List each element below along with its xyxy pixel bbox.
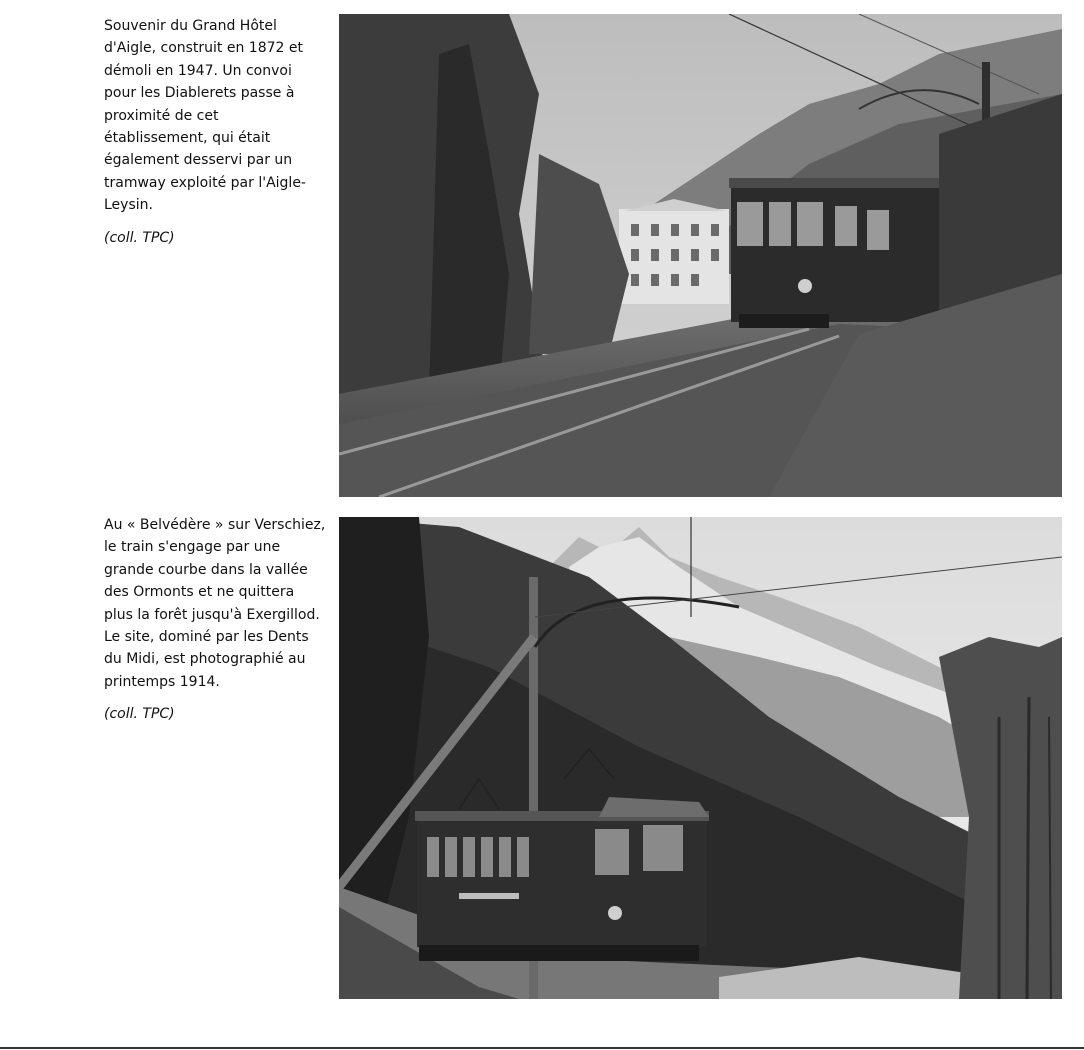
caption-block [104, 15, 326, 249]
caption-text: Souvenir du Grand Hôtel d'Aigle, construit en 1872 et démoli en 1947. Un convoi pour les Diablerets passe à proximité de cet établissement, qui était également desservi par un tramway exploité par l'Aigle-Leysin. [104, 18, 306, 214]
photo-grand-hotel-aigle [339, 14, 1062, 497]
caption-text: Au « Belvédère » sur Verschiez, le train s'engage par une grande courbe dans la vallée des Ormonts et ne quittera plus la forêt jusqu'à Exergillod. Le site, dominé par les Dents du Midi, est photographié au printemps 1914. [104, 517, 326, 690]
photo-credit: (coll. TPC) [104, 229, 175, 246]
photo-belvedere-verschiez-image [339, 517, 1062, 999]
footer-divider [0, 1047, 1084, 1049]
photo-grand-hotel-aigle-image [339, 14, 1062, 497]
photo-belvedere-verschiez [339, 517, 1062, 999]
caption-block [104, 514, 326, 726]
photo-credit: (coll. TPC) [104, 706, 175, 723]
